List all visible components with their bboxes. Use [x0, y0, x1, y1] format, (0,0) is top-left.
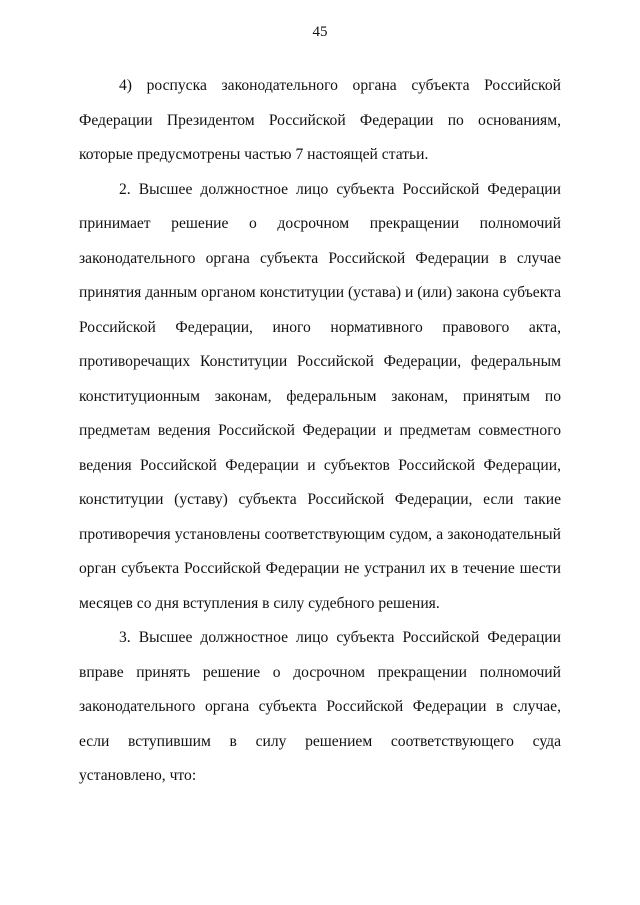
page-number: 45: [312, 24, 328, 40]
paragraph-part-3: 3. Высшее должностное лицо субъекта Российской Федерации вправе принять решение о досрочном прекращении полномочий законодательного органа субъекта Российской Федерации в случае, если вступившим в силу решением соответствующего суда установлено, что:: [79, 629, 561, 784]
paragraph-item-4: 4) роспуска законодательного органа субъекта Российской Федерации Президентом Российской Федерации по основаниям, которые предусмотрены частью 7 настоящей статьи.: [79, 77, 561, 163]
paragraph-part-2: 2. Высшее должностное лицо субъекта Российской Федерации принимает решение о досрочном прекращении полномочий законодательного органа субъекта Российской Федерации в случае принятия данным органом конституции (устава) и (или) закона субъекта Российской Федерации, иного нормативного правового акта, противоречащих Конституции Российской Федерации, федеральным конституционным законам, федеральным законам, принятым по предметам ведения Российской Федерации и предметам совместного ведения Российской Федерации и субъектов Российской Федерации, конституции (уставу) субъекта Российской Федерации, если такие противоречия установлены соответствующим судом, а законодательный орган субъекта Российской Федерации не устранил их в течение шести месяцев со дня вступления в силу судебного решения.: [79, 180, 561, 612]
document-body: [79, 69, 561, 794]
